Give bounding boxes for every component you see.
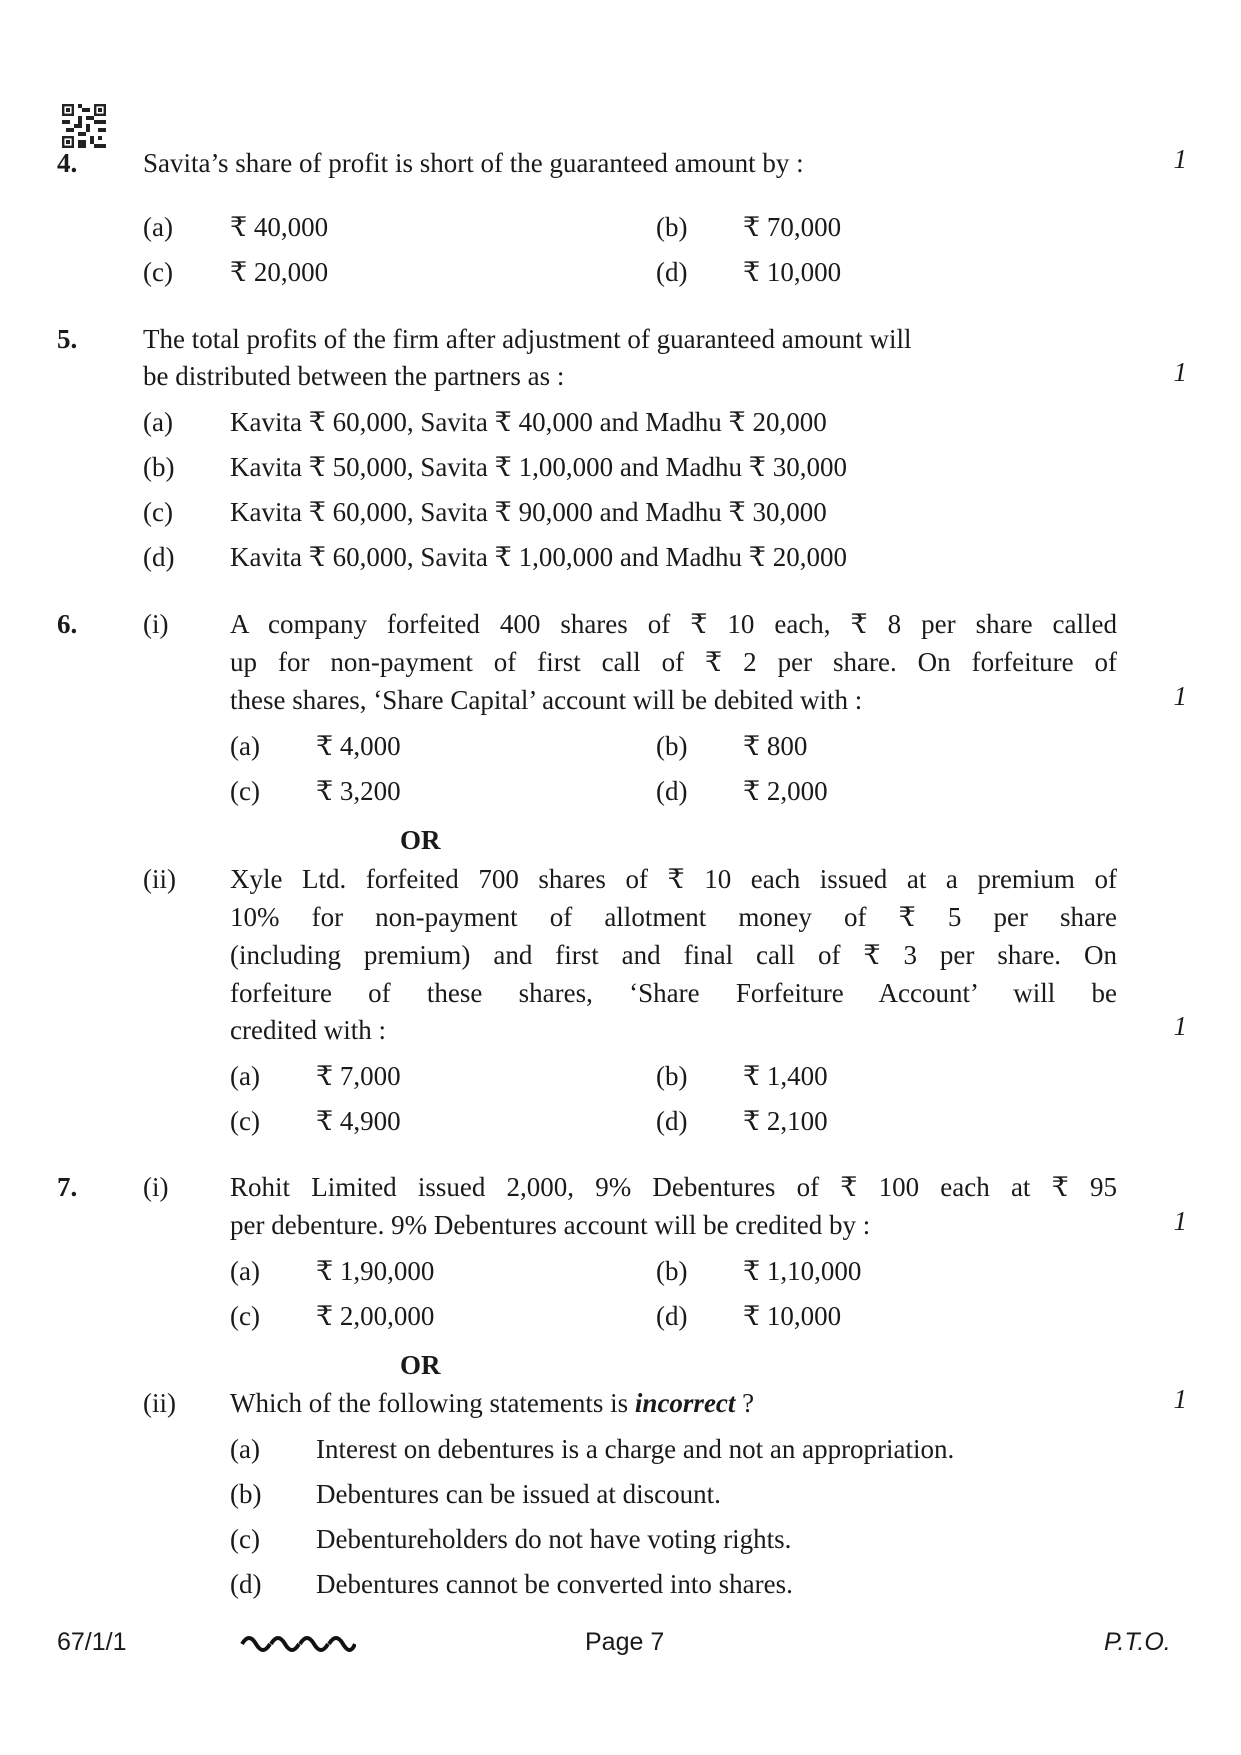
option-text: ₹ 3,200 <box>316 776 401 806</box>
option-text: Debentures can be issued at discount. <box>316 1479 721 1509</box>
sub-question-label: (ii) <box>143 864 176 894</box>
marks: 1 <box>1173 357 1187 387</box>
question-text-line: be distributed between the partners as : <box>143 361 565 391</box>
question-number: 5. <box>57 324 78 354</box>
option-label: (b) <box>656 212 688 242</box>
marks: 1 <box>1173 144 1187 174</box>
option-label: (d) <box>656 1106 688 1136</box>
option-label: (b) <box>656 1256 688 1286</box>
option-label: (b) <box>656 1061 688 1091</box>
question-text-line: (including premium) and first and final call of ₹ 3 per share. On <box>230 940 1117 970</box>
question-text-line: Xyle Ltd. forfeited 700 shares of ₹ 10 each issued at a premium of <box>230 864 1117 894</box>
option-text: Kavita ₹ 60,000, Savita ₹ 40,000 and Madhu ₹ 20,000 <box>230 407 827 437</box>
question-text-line: Rohit Limited issued 2,000, 9% Debentures of ₹ 100 each at ₹ 95 <box>230 1172 1117 1202</box>
question-text-end: ? <box>735 1388 755 1418</box>
page-number: Page 7 <box>585 1628 665 1656</box>
question-text-line: credited with : <box>230 1015 386 1045</box>
option-text: ₹ 1,90,000 <box>316 1256 435 1286</box>
option-text: ₹ 2,100 <box>743 1106 828 1136</box>
option-text: Interest on debentures is a charge and not an appropriation. <box>316 1434 955 1464</box>
option-label: (a) <box>230 731 260 761</box>
option-text: Kavita ₹ 60,000, Savita ₹ 1,00,000 and Madhu ₹ 20,000 <box>230 542 847 572</box>
option-label: (c) <box>230 776 260 806</box>
option-text: ₹ 4,900 <box>316 1106 401 1136</box>
option-label: (c) <box>230 1301 260 1331</box>
option-label: (d) <box>656 776 688 806</box>
option-label: (c) <box>143 257 173 287</box>
option-label: (a) <box>230 1061 260 1091</box>
question-text-line: these shares, ‘Share Capital’ account will be debited with : <box>230 685 863 715</box>
option-label: (c) <box>143 497 173 527</box>
option-text: ₹ 1,400 <box>743 1061 828 1091</box>
option-label: (a) <box>143 212 173 242</box>
question-text: Savita’s share of profit is short of the guaranteed amount by : <box>143 148 804 178</box>
option-label: (c) <box>230 1524 260 1554</box>
emphasis-word: incorrect <box>634 1388 736 1418</box>
option-label: (b) <box>230 1479 262 1509</box>
option-label: (b) <box>143 452 175 482</box>
paper-code: 67/1/1 <box>57 1628 127 1656</box>
option-label: (d) <box>656 1301 688 1331</box>
sub-question-label: (i) <box>143 609 169 639</box>
sub-question-label: (ii) <box>143 1388 176 1418</box>
option-label: (d) <box>656 257 688 287</box>
question-text-start: Which of the following statements is <box>230 1388 635 1418</box>
marks: 1 <box>1173 1011 1187 1041</box>
option-text: ₹ 70,000 <box>743 212 842 242</box>
option-text: ₹ 4,000 <box>316 731 401 761</box>
option-text: ₹ 1,10,000 <box>743 1256 862 1286</box>
option-text: ₹ 800 <box>743 731 808 761</box>
question-text-line: 10% for non-payment of allotment money of ₹ 5 per share <box>230 902 1117 932</box>
option-label: (c) <box>230 1106 260 1136</box>
marks: 1 <box>1173 1384 1187 1414</box>
option-text: Debentures cannot be converted into shares. <box>316 1569 793 1599</box>
pto-label: P.T.O. <box>1104 1628 1171 1656</box>
question-text-line: per debenture. 9% Debentures account will be credited by : <box>230 1210 871 1240</box>
question-text <box>230 1384 754 1422</box>
or-separator: OR <box>400 1350 441 1380</box>
option-label: (a) <box>230 1434 260 1464</box>
marks: 1 <box>1173 681 1187 711</box>
question-number: 4. <box>57 148 78 178</box>
marks: 1 <box>1173 1206 1187 1236</box>
option-text: ₹ 10,000 <box>743 257 842 287</box>
option-label: (a) <box>143 407 173 437</box>
option-text: ₹ 2,000 <box>743 776 828 806</box>
qr-code-icon <box>62 104 106 148</box>
question-text-line: forfeiture of these shares, ‘Share Forfeiture Account’ will be <box>230 978 1117 1008</box>
option-label: (b) <box>656 731 688 761</box>
option-text: Kavita ₹ 50,000, Savita ₹ 1,00,000 and Madhu ₹ 30,000 <box>230 452 847 482</box>
option-label: (d) <box>143 542 175 572</box>
option-text: ₹ 10,000 <box>743 1301 842 1331</box>
option-text: ₹ 20,000 <box>230 257 329 287</box>
option-text: ₹ 40,000 <box>230 212 329 242</box>
option-label: (a) <box>230 1256 260 1286</box>
option-text: Kavita ₹ 60,000, Savita ₹ 90,000 and Madhu ₹ 30,000 <box>230 497 827 527</box>
question-text-line: The total profits of the firm after adjustment of guaranteed amount will <box>143 324 912 354</box>
question-number: 7. <box>57 1172 78 1202</box>
option-text: ₹ 2,00,000 <box>316 1301 435 1331</box>
question-number: 6. <box>57 609 78 639</box>
option-text: Debentureholders do not have voting rights. <box>316 1524 792 1554</box>
option-text: ₹ 7,000 <box>316 1061 401 1091</box>
wave-ornament-icon <box>240 1630 356 1652</box>
option-label: (d) <box>230 1569 262 1599</box>
question-text-line: A company forfeited 400 shares of ₹ 10 each, ₹ 8 per share called <box>230 609 1117 639</box>
or-separator: OR <box>400 825 441 855</box>
question-text-line: up for non-payment of first call of ₹ 2 per share. On forfeiture of <box>230 647 1117 677</box>
sub-question-label: (i) <box>143 1172 169 1202</box>
